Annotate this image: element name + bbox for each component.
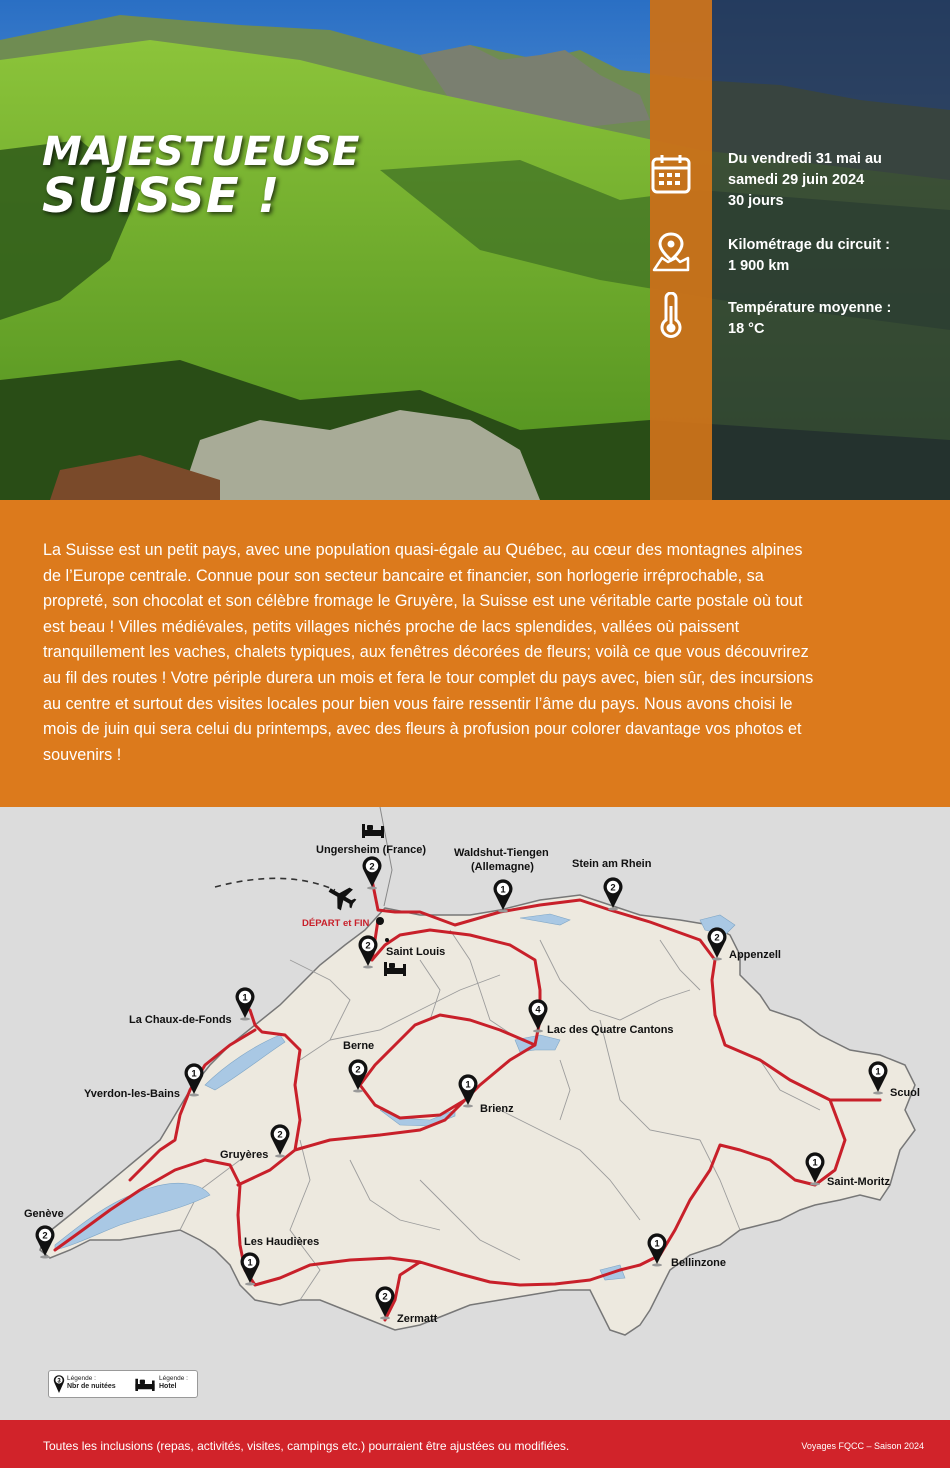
hero-section: [0, 0, 950, 500]
map-pin-nights: 1: [812, 1157, 818, 1169]
city-label: Zermatt: [397, 1313, 438, 1325]
map-pin-icon: [650, 230, 692, 274]
city-label: Appenzell: [729, 949, 781, 961]
dates-line-1: Du vendredi 31 mai au: [728, 151, 882, 167]
city-label: Saint Louis: [386, 946, 446, 958]
city-label: Saint-Moritz: [827, 1176, 890, 1188]
dates-line-2: samedi 29 juin 2024: [728, 172, 865, 188]
flight-path: [215, 878, 335, 890]
distance-line-2: 1 900 km: [728, 258, 790, 274]
city-label: La Chaux-de-Fonds: [129, 1014, 232, 1026]
map-pin-nights: 2: [382, 1291, 388, 1303]
title-line-2: SUISSE !: [42, 168, 281, 224]
dates-info: [728, 149, 882, 212]
city-label: Genève: [24, 1208, 64, 1220]
trip-info-panel: [650, 0, 950, 500]
start-point: [376, 917, 384, 925]
map-pin-nights: 4: [535, 1004, 541, 1016]
temperature-line-1: Température moyenne :: [728, 300, 892, 316]
distance-info: [728, 235, 890, 277]
legend-nights-title: Légende :: [67, 1375, 96, 1382]
map-pin-nights: 1: [242, 992, 248, 1004]
map-pin-nights: 1: [654, 1238, 660, 1250]
city-label: Yverdon-les-Bains: [84, 1088, 180, 1100]
city-label: Scuol: [890, 1087, 920, 1099]
legend-hotel-title: Légende :: [159, 1375, 188, 1382]
footer: [0, 1420, 950, 1468]
calendar-icon: [650, 152, 692, 196]
city-label: Gruyères: [220, 1149, 269, 1161]
map-legend: [48, 1370, 198, 1398]
footer-credit: Voyages FQCC – Saison 2024: [801, 1441, 924, 1451]
map-pin-nights: 1: [191, 1068, 197, 1080]
temperature-line-2: 18 °C: [728, 321, 765, 337]
map-pin-nights: 2: [369, 861, 375, 873]
intro-paragraph: La Suisse est un petit pays, avec une population quasi-égale au Québec, au cœur des montagnes alpines de l’Europe centrale. Connue pour son secteur bancaire et financier, son horlogerie irréprochable, sa propreté, son chocolat et son célèbre fromage le Gruyère, la Suisse est une véritable carte postale où tout est beau ! Villes médiévales, petits villages nichés proche de lacs splendides, vallées où paissent tranquillement les vaches, chalets typiques, aux fenêtres décorées de fleurs; voilà ce que vous découvrirez au fil des routes ! Votre périple durera un mois et fera le tour complet du pays avec, bien sûr, des incursions au centre et surtout des visites locales pour bien vous faire ressentir l’âme du pays. Nous avons choisi le mois de juin qui sera celui du printemps, avec des fleurs à profusion pour colorer davantage vos photos et souvenirs !: [43, 541, 814, 764]
legend-nights-label: Nbr de nuitées: [67, 1383, 116, 1390]
city-label: Berne: [343, 1040, 375, 1052]
legend-pin-number: 3: [57, 1378, 61, 1385]
city-label: Les Haudières: [244, 1236, 320, 1248]
legend-pin-icon: [53, 1374, 65, 1394]
city-label: Ungersheim (France): [316, 844, 427, 856]
legend-hotel: [159, 1375, 188, 1391]
intro-section: [0, 500, 950, 807]
distance-line-1: Kilométrage du circuit :: [728, 237, 890, 253]
hotel-icon: [362, 824, 384, 838]
map-pin-nights: 1: [875, 1066, 881, 1078]
city-label: Brienz: [480, 1103, 514, 1115]
map-pin-nights: 2: [42, 1230, 48, 1242]
legend-hotel-icon: [135, 1377, 155, 1391]
legend-nights: [67, 1375, 116, 1391]
city-label: Stein am Rhein: [572, 858, 652, 870]
legend-hotel-label: Hotel: [159, 1383, 177, 1390]
footer-note: Toutes les inclusions (repas, activités, visites, campings etc.) pourraient être ajustées ou modifiées.: [43, 1439, 570, 1453]
airplane-icon: [324, 880, 360, 915]
start-label: DÉPART et FIN: [302, 918, 370, 929]
map-pin-1: [363, 856, 382, 889]
temperature-info: [728, 298, 891, 340]
city-label: Bellinzone: [671, 1257, 727, 1269]
map-pin-nights: 1: [247, 1257, 253, 1269]
map-pin-nights: 1: [465, 1079, 471, 1091]
map-pin-nights: 2: [365, 940, 371, 952]
city-label: Waldshut-Tiengen: [454, 847, 549, 859]
map-pin-nights: 2: [714, 932, 720, 944]
city-label: Lac des Quatre Cantons: [547, 1024, 674, 1036]
route-map: [0, 807, 950, 1420]
switzerland-map: [0, 807, 950, 1420]
city-label-line-2: (Allemagne): [471, 861, 534, 873]
map-pin-nights: 2: [610, 882, 616, 894]
switzerland-outline: [40, 895, 915, 1335]
map-pin-nights: 2: [355, 1064, 361, 1076]
page-title: [42, 129, 360, 224]
map-pin-nights: 2: [277, 1129, 283, 1141]
map-pin-nights: 1: [500, 884, 506, 896]
thermometer-icon: [650, 292, 692, 340]
dates-line-3: 30 jours: [728, 193, 784, 209]
title-line-1: MAJESTUEUSE: [42, 129, 360, 175]
